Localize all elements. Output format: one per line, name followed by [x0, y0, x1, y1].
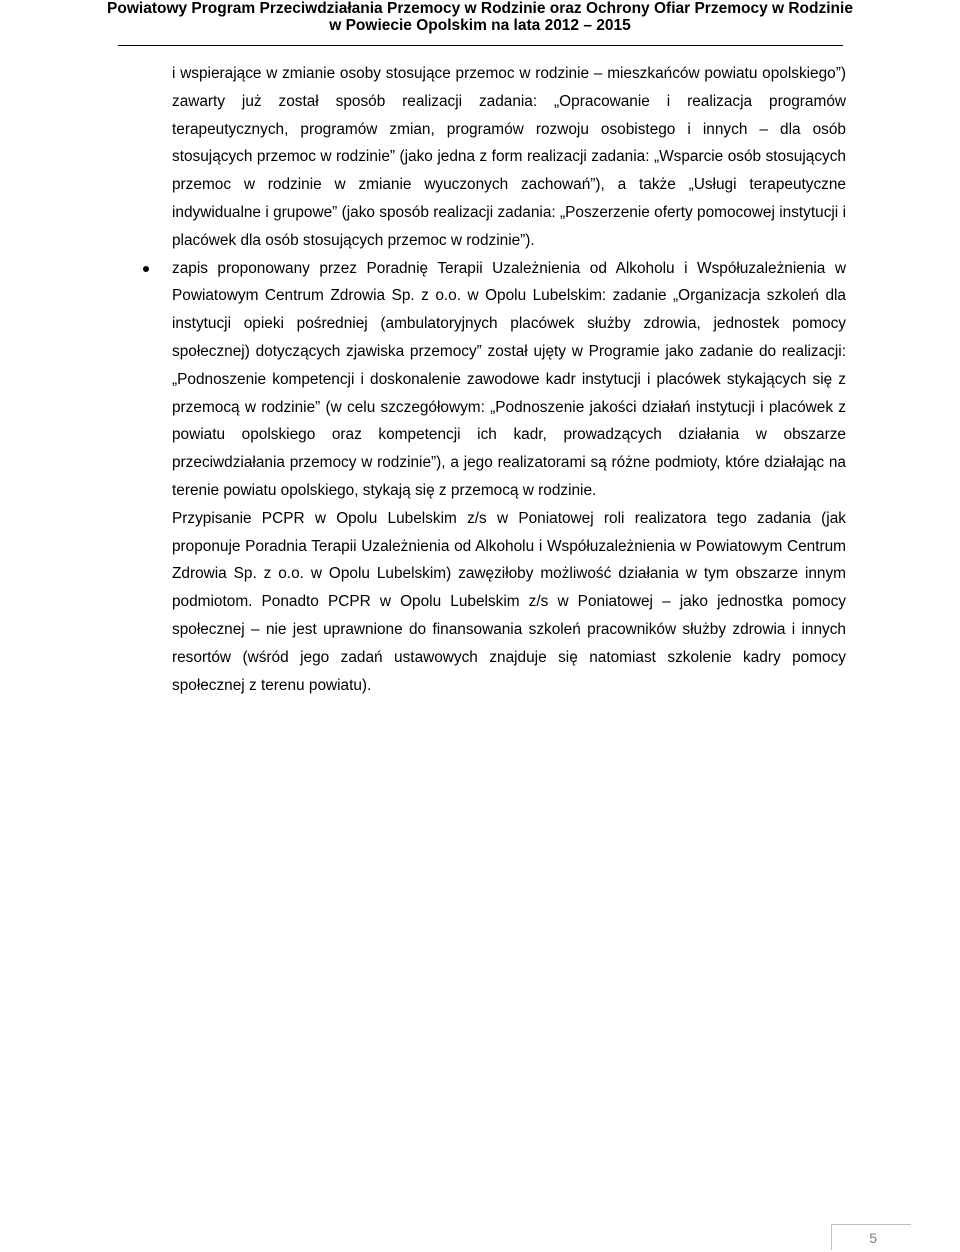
paragraph-continuation: i wspierające w zmianie osoby stosujące przemoc w rodzinie – mieszkańców powiatu opolskiego”) zawarty już został sposób realizacji zadania: „Opracowanie i realizacja programów terapeutycznych, programów zmian, programów rozwoju osobistego i innych – dla osób stosujących przemoc w rodzinie” (jako jedna z form realizacji zadania: „Wsparcie osób stosujących przemoc w rodzinie w zmianie wyuczonych zachowań”), a także „Usługi terapeutyczne indywidualne i grupowe” (jako sposób realizacji zadania: „Poszerzenie oferty pomocowej instytucji i placówek dla osób stosujących przemoc w rodzinie”). [172, 65, 846, 249]
paragraph-pcpr: Przypisanie PCPR w Opolu Lubelskim z/s w Poniatowej roli realizatora tego zadania (jak proponuje Poradnia Terapii Uzależnienia od Alkoholu i Współuzależnienia w Powiatowym Centrum Zdrowia Sp. z o.o. w Opolu Lubelskim) zawęziłoby możliwość działania w tym obszarze innym podmiotom. Ponadto PCPR w Opolu Lubelskim z/s w Poniatowej – jako jednostka pomocy społecznej – nie jest uprawnione do finansowania szkoleń pracowników służby zdrowia i innych resortów (wśród jego zadań ustawowych znajduje się natomiast szkolenie kadry pomocy społecznej z terenu powiatu). [172, 509, 846, 694]
bullet-list-item [172, 255, 846, 505]
header-title-line-2: w Powiecie Opolskim na lata 2012 – 2015 [329, 17, 631, 34]
document-body [172, 60, 846, 699]
page-number-box [831, 1224, 911, 1250]
header-title-line-1: Powiatowy Program Przeciwdziałania Przemocy w Rodzinie oraz Ochrony Ofiar Przemocy w Rodzinie [107, 0, 853, 17]
bullet-icon [143, 266, 149, 272]
bullet-text: zapis proponowany przez Poradnię Terapii Uzależnienia od Alkoholu i Współuzależnienia w Powiatowym Centrum Zdrowia Sp. z o.o. w Opolu Lubelskim: zadanie „Organizacja szkoleń dla instytucji opieki pośredniej (ambulatoryjnych placówek służby zdrowia, jednostek pomocy społecznej) dotyczących zjawiska przemocy” został ujęty w Programie jako zadanie do realizacji: „Podnoszenie kompetencji i doskonalenie zawodowe kadr instytucji i placówek stykających się z przemocą w rodzinie” (w celu szczegółowym: „Podnoszenie jakości działań instytucji i placówek z powiatu opolskiego oraz kompetencji ich kadr, prowadzących działania w obszarze przeciwdziałania przemocy w rodzinie”), a jego realizatorami są różne podmioty, które działając na terenie powiatu opolskiego, stykają się z przemocą w rodzinie. [172, 259, 846, 499]
header-divider [118, 45, 843, 46]
page-number: 5 [869, 1230, 877, 1246]
page-header [0, 0, 960, 34]
